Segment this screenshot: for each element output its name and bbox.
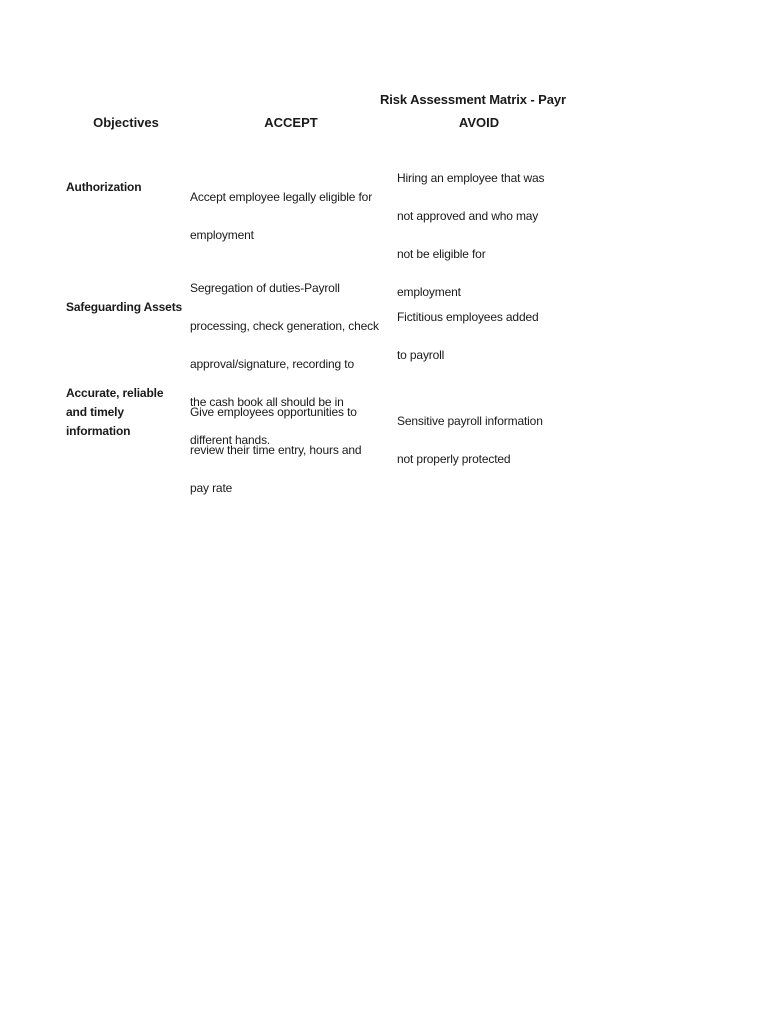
row-1-avoid-line: not be eligible for <box>397 247 486 261</box>
row-3-objective-line: Accurate, reliable <box>66 386 164 400</box>
matrix-title: Risk Assessment Matrix - Payr <box>380 92 566 107</box>
row-1-accept-line: Accept employee legally eligible for <box>190 190 373 204</box>
row-2-avoid-line: Fictitious employees added <box>397 310 539 324</box>
row-1-objective-text: Authorization <box>66 180 142 194</box>
row-3-accept-line: review their time entry, hours and <box>190 443 362 457</box>
row-2-objective-text: Safeguarding Assets <box>66 300 183 314</box>
row-3-objective-line: information <box>66 424 131 438</box>
row-1-accept-line: employment <box>190 228 254 242</box>
title-cell <box>380 90 566 110</box>
row-2-objective <box>66 298 188 317</box>
header-avoid: AVOID <box>458 115 500 130</box>
row-2-accept-line: processing, check generation, check <box>190 319 379 333</box>
row-3-accept-line: pay rate <box>190 481 233 495</box>
header-objectives: Objectives <box>93 115 159 130</box>
row-2-avoid <box>397 289 565 384</box>
row-3-objective <box>66 384 188 441</box>
row-3-accept-line: Give employees opportunities to <box>190 405 357 419</box>
row-2-avoid-line: to payroll <box>397 348 445 362</box>
row-3-objective-line: and timely <box>66 405 124 419</box>
row-1-objective <box>66 178 188 197</box>
row-3-avoid-line: not properly protected <box>397 452 511 466</box>
row-2-accept-line: Segregation of duties-Payroll <box>190 281 340 295</box>
row-1-avoid-line: not approved and who may <box>397 209 539 223</box>
row-1-accept <box>190 169 396 264</box>
row-3-avoid <box>397 393 565 488</box>
row-1-avoid-line: Hiring an employee that was <box>397 171 545 185</box>
row-2-accept-line: the cash book all should be in <box>190 395 344 409</box>
row-3-avoid-line: Sensitive payroll information <box>397 414 543 428</box>
header-accept: ACCEPT <box>264 115 318 130</box>
row-2-accept-line: approval/signature, recording to <box>190 357 354 371</box>
row-1-avoid-line: employment <box>397 285 461 299</box>
row-2-accept-line: different hands. <box>190 433 271 447</box>
row-3-accept <box>190 384 396 517</box>
